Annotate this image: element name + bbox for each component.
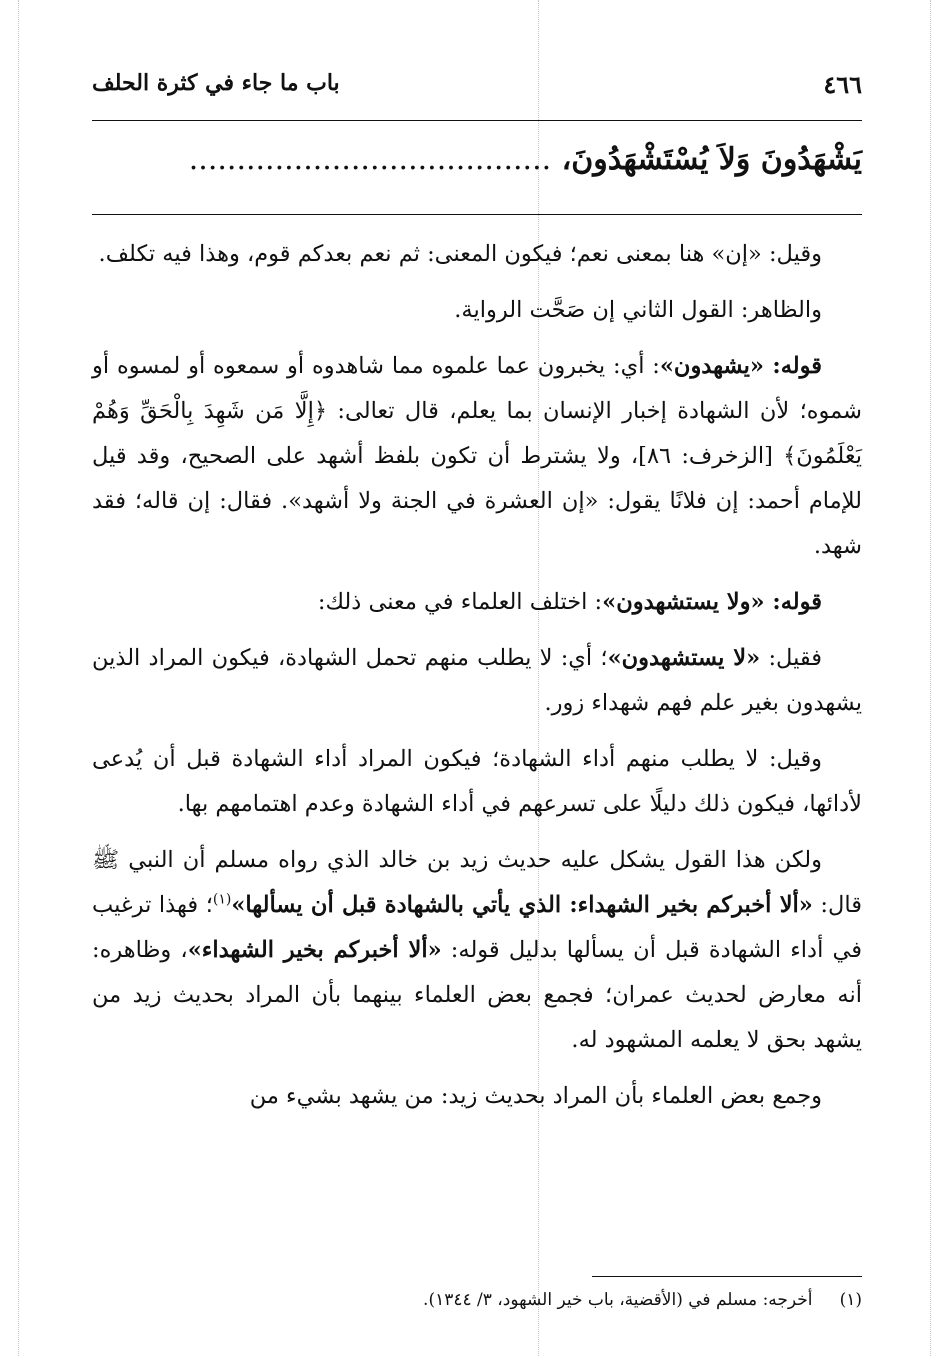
paragraph <box>92 737 862 827</box>
scan-guide-line <box>930 0 931 1356</box>
text-run: ؛ فهذا ترغيب في أداء الشهادة قبل أن يسألها بدليل قوله: <box>92 892 862 963</box>
paragraph <box>92 232 862 277</box>
text-run: وقيل: «إن» هنا بمعنى نعم؛ فيكون المعنى: ثم نعم بعدكم قوم، وهذا فيه تكلف. <box>98 241 822 267</box>
paragraph <box>92 288 862 333</box>
text-run: والظاهر: القول الثاني إن صَحَّت الرواية. <box>454 297 822 323</box>
section-rule <box>92 214 862 215</box>
paragraph <box>92 1074 862 1119</box>
hadith-continuation <box>92 142 862 198</box>
text-run: ولكن هذا القول يشكل عليه حديث زيد بن خالد الذي رواه مسلم أن النبي ﷺ قال: <box>92 847 862 918</box>
paragraph <box>92 636 862 726</box>
paragraph <box>92 344 862 569</box>
quoted-phrase: «ألا أخبركم بخير الشهداء: الذي يأتي بالشهادة قبل أن يسألها» <box>231 892 813 918</box>
quoted-phrase: «لا يستشهدون» <box>607 645 761 671</box>
text-run: ؛ أي: لا يطلب منهم تحمل الشهادة، فيكون المراد الذين يشهدون بغير علم فهم شهداء زور. <box>92 645 862 716</box>
footnote-marker: (١) <box>839 1290 862 1310</box>
text-run: فقيل: <box>760 645 823 671</box>
text-run: ، وظاهره: أنه معارض لحديث عمران؛ فجمع بعض العلماء بينهما بأن المراد بحديث زيد من يشهد بحق لا يعلمه المشهود له. <box>92 937 862 1053</box>
text-run: : اختلف العلماء في معنى ذلك: <box>317 589 603 615</box>
page-number: ٤٦٦ <box>823 70 862 99</box>
dotted-leader: ...................................... <box>188 142 552 177</box>
footnote <box>92 1290 862 1310</box>
text-run: وجمع بعض العلماء بأن المراد بحديث زيد: من يشهد بشيء من <box>249 1083 822 1109</box>
quoted-phrase: قوله: «ولا يستشهدون» <box>602 589 822 615</box>
header-rule <box>92 120 862 121</box>
paragraph <box>92 838 862 1063</box>
footnote-rule <box>592 1276 862 1277</box>
scan-guide-line <box>18 0 19 1356</box>
running-title: باب ما جاء في كثرة الحلف <box>92 70 340 96</box>
quoted-phrase: قوله: «يشهدون» <box>659 353 822 379</box>
text-run: وقيل: لا يطلب منهم أداء الشهادة؛ فيكون المراد أداء الشهادة قبل أن يُدعى لأدائها، فيكون ذلك دليلًا على تسرعهم في أداء الشهادة وعدم اهتمامهم بها. <box>92 746 862 817</box>
footnote-reference: (١) <box>212 891 232 908</box>
quoted-phrase: «ألا أخبركم بخير الشهداء» <box>187 937 442 963</box>
footnote-text: أخرجه: مسلم في (الأقضية، باب خير الشهود، ٣/ ١٣٤٤). <box>423 1290 813 1310</box>
text-run: : أي: يخبرون عما علموه مما شاهدوه أو سمعوه أو لمسوه أو شموه؛ لأن الشهادة إخبار الإنسان بما يعلم، قال تعالى: ﴿إِلَّا مَن شَهِدَ بِالْحَقِّ وَهُمْ يَعْلَمُونَ﴾ [الزخرف: ٨٦]، ولا يشترط أن تكون بلفظ أشهد على الصحيح، وقد قيل للإمام أحمد: إن فلانًا يقول: «إن العشرة في الجنة ولا أشهد». فقال: إن قاله؛ فقد شهد. <box>92 353 862 559</box>
paragraph <box>92 580 862 625</box>
page-header <box>92 64 862 104</box>
hadith-text: يَشْهَدُونَ وَلاَ يُسْتَشْهَدُونَ، <box>561 142 862 177</box>
commentary-body <box>92 232 862 1130</box>
